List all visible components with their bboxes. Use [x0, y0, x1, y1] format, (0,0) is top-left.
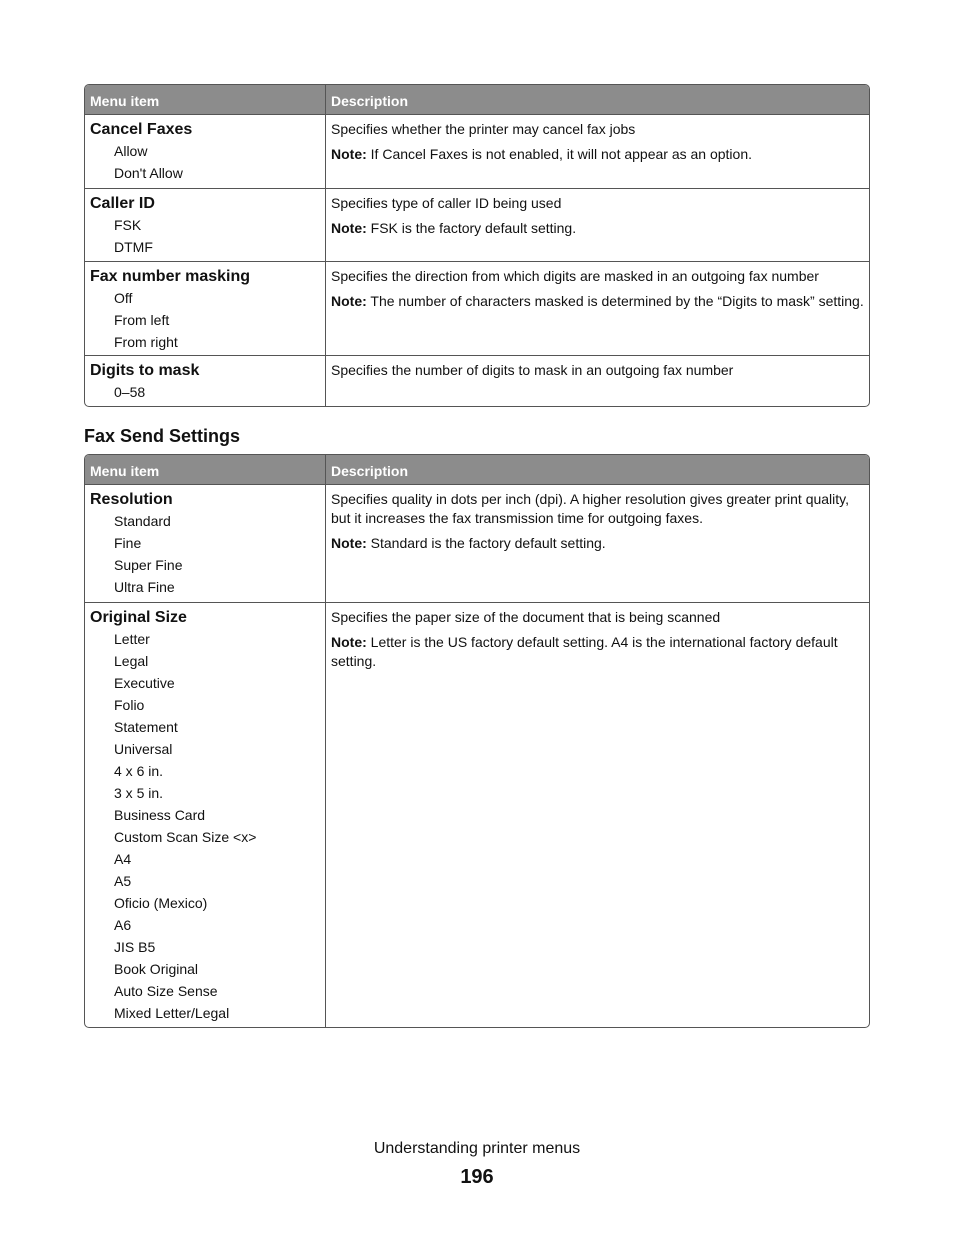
menu-option: Executive [114, 675, 175, 691]
table-header [85, 455, 869, 485]
header-menu-item: Menu item [85, 85, 326, 114]
menu-option: Legal [114, 653, 149, 669]
header-menu-item: Menu item [85, 455, 326, 484]
menu-option: From left [114, 312, 170, 328]
menu-option: Don't Allow [114, 165, 183, 181]
menu-option: Auto Size Sense [114, 983, 218, 999]
menu-item-title: Original Size [90, 609, 187, 626]
menu-option: 3 x 5 in. [114, 785, 164, 801]
menu-option: Off [114, 290, 133, 306]
header-description: Description [331, 463, 409, 479]
table-row [85, 115, 869, 188]
note-body: FSK is the factory default setting. [366, 220, 577, 236]
description-text: Specifies whether the printer may cancel fax jobs [331, 121, 636, 137]
menu-option: A6 [114, 917, 132, 933]
menu-option: Letter [114, 631, 150, 647]
header-description: Description [331, 93, 409, 109]
menu-option: Ultra Fine [114, 579, 175, 595]
table-row [85, 188, 869, 261]
menu-option: Custom Scan Size <x> [114, 829, 257, 845]
description-text: Specifies the number of digits to mask in an outgoing fax number [331, 362, 734, 378]
menu-option: 0–58 [114, 384, 146, 400]
table-header [85, 85, 869, 115]
note-label: Note: [331, 634, 367, 650]
menu-option: A5 [114, 873, 132, 889]
menu-option: Folio [114, 697, 145, 713]
table-row [85, 355, 869, 406]
note-body: The number of characters masked is determined by the “Digits to mask” setting. [366, 293, 864, 309]
page-number: 196 [460, 1166, 494, 1188]
note-text [331, 292, 865, 311]
note-body: If Cancel Faxes is not enabled, it will not appear as an option. [366, 146, 753, 162]
menu-option: Statement [114, 719, 178, 735]
section-heading: Fax Send Settings [84, 426, 241, 446]
menu-option: Fine [114, 535, 142, 551]
note-text [331, 534, 865, 553]
menu-item-title: Caller ID [90, 195, 155, 212]
note-body: Letter is the US factory default setting. A4 is the international factory default setting. [331, 634, 838, 669]
menu-item-title: Fax number masking [90, 268, 251, 285]
footer-title: Understanding printer menus [373, 1140, 581, 1157]
note-label: Note: [331, 220, 367, 236]
menu-option: FSK [114, 217, 142, 233]
fax-settings-table [84, 84, 870, 407]
menu-option: Super Fine [114, 557, 183, 573]
note-text [331, 219, 865, 238]
menu-option: From right [114, 334, 178, 350]
description-text: Specifies quality in dots per inch (dpi). A higher resolution gives greater print quality, but it increases the fax transmission time for outgoing faxes. [331, 491, 850, 526]
menu-option: Universal [114, 741, 173, 757]
menu-option: JIS B5 [114, 939, 156, 955]
table-row [85, 261, 869, 355]
menu-item-title: Resolution [90, 491, 173, 508]
menu-item-title: Digits to mask [90, 362, 200, 379]
menu-option: A4 [114, 851, 132, 867]
description-text: Specifies the direction from which digits are masked in an outgoing fax number [331, 268, 819, 284]
menu-option: 4 x 6 in. [114, 763, 164, 779]
menu-option: Book Original [114, 961, 199, 977]
menu-option: Allow [114, 143, 148, 159]
fax-send-settings-table [84, 454, 870, 1028]
note-body: Standard is the factory default setting. [366, 535, 606, 551]
note-label: Note: [331, 535, 367, 551]
note-text [331, 633, 865, 671]
menu-option: Standard [114, 513, 171, 529]
description-text: Specifies type of caller ID being used [331, 195, 562, 211]
menu-option: Mixed Letter/Legal [114, 1005, 230, 1021]
menu-option: Business Card [114, 807, 206, 823]
note-label: Note: [331, 293, 367, 309]
menu-option: DTMF [114, 239, 153, 255]
table-row [85, 602, 869, 1027]
table-row [85, 485, 869, 602]
menu-option: Oficio (Mexico) [114, 895, 208, 911]
note-text [331, 145, 865, 164]
description-text: Specifies the paper size of the document that is being scanned [331, 609, 721, 625]
menu-item-title: Cancel Faxes [90, 121, 193, 138]
note-label: Note: [331, 146, 367, 162]
